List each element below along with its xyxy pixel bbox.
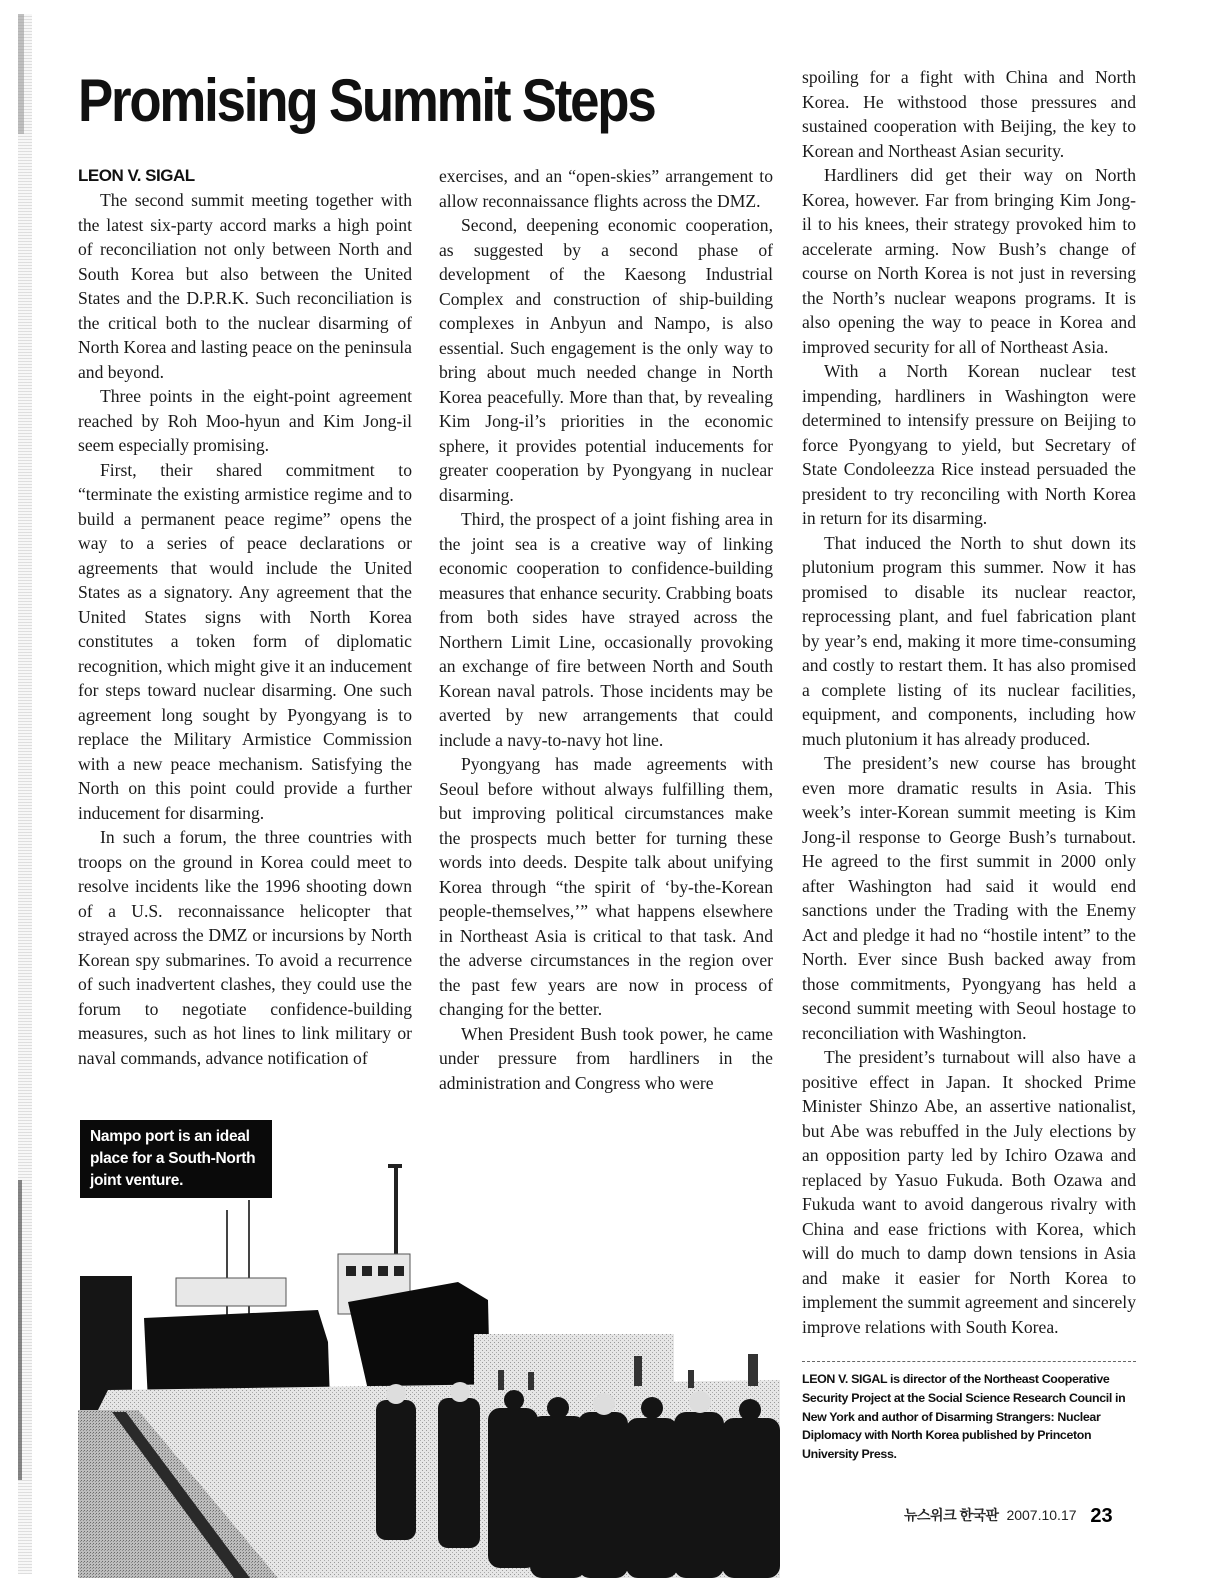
author-bio: LEON V. SIGAL is director of the Northeast Cooperative Security Project at the Social Science Research Council in New York and author of Disarming Strangers: Nuclear Diplomacy with North Korea published by Princeton University Press.	[802, 1372, 1126, 1462]
nampo-port-photo	[78, 1150, 780, 1578]
paragraph-continued: spoiling for a fight with China and North Korea. He withstood those pressures and sustained cooperation with Beijing, the key to Korean and Northeast Asian security.	[802, 67, 1136, 161]
paragraph: Three points in the eight-point agreement reached by Roh Moo-hyun and Kim Jong-il seem especially promising.	[78, 386, 412, 455]
page-footer	[904, 1505, 1113, 1528]
paragraph: When President Bush took power, he came under pressure from hardliners in the administration and Congress who were	[439, 1023, 773, 1093]
page-number: 23	[1090, 1505, 1113, 1527]
paragraph: The second summit meeting together with the latest six-party accord marks a high point of reconciliation not only between North and South Korea but also between the United States and the D.P.R.K. Such reconciliation is the critical both to the nuclear disarming of North Korea and lasting peace on the peninsula and beyond.	[78, 190, 412, 382]
paragraph: Pyongyang has made agreements with Seoul before without always fulfilling them, but improving political circumstances make the prospects much better for turning these words into deeds. Despite talk about unifying Korea through “the spirit of ‘by-the-Korean people-themselves,’” what happens elsewhere in Northeast Asia is critical to that task. And the adverse circumstances in the region over the past few years are now in process of changing for the better.	[439, 754, 773, 1019]
paragraph: With a North Korean nuclear test impending, hardliners in Washington were determined to intensify pressure on Beijing to force Pyongyang to yield, but Secretary of State Condoleezza Rice instead persuaded the president to try reconciling with North Korea in return for its disarming.	[802, 361, 1136, 528]
paragraph: First, their shared commitment to “terminate the existing armistice regime and to build a permanent peace regime” opens the way to a series of peace declarations or agreements that would include the United States as a signatory. Any agreement that the United States signs with North Korea constitutes a token form of diplomatic recognition, which might give it an inducement for steps toward nuclear disarming. One such agreement long sought by Pyongyang is to replace the Military Armistice Commission with a new peace mechanism. Satisfying the North on this point could provide a further inducement for disarming.	[78, 459, 412, 823]
column-2	[439, 164, 773, 1095]
column-3	[802, 65, 1136, 1339]
paragraph: In such a forum, the three countries with troops on the ground in Korea could meet to resolve incidents like the 1996 shooting down of a U.S. reconnaissance helicopter that strayed across the DMZ or incursions by North Korean spy submarines. To avoid a recurrence of such inadvertent clashes, they could use the forum to negotiate confidence-building measures, such as hot lines to link military or naval commands, advance notification of	[78, 827, 412, 1068]
scan-binding-shadow	[18, 14, 24, 134]
paragraph-continued: exercises, and an “open-skies” arrangement to allow reconnaissance flights across the DMZ.	[439, 166, 773, 211]
byline: LEON V. SIGAL	[78, 166, 195, 185]
publication-name: 뉴스위크 한국판	[904, 1507, 999, 1523]
paragraph: Hardliners did get their way on North Korea, however. Far from bringing Kim Jong-il to his knees, their strategy provoked him to accelerate arming. Now Bush’s change of course on North Korea is not just in reversing the North’s nuclear weapons programs. It is also opening the way to peace in Korea and improved security for all of Northeast Asia.	[802, 165, 1136, 357]
article-title: Promising Summit Steps	[78, 67, 655, 134]
photo-caption: Nampo port is an ideal place for a South-North joint venture.	[80, 1120, 272, 1198]
paragraph: Second, deepening economic cooperation, as suggested by a second phase of development of the Kaesong Industrial Complex and construction of ship-building complexes in Anbyun and Nampo, is also essential. Such engagement is the only way to bring about much needed change in North Korea peacefully. More than that, by revealing Kim Jong-il’s priorities in the economic sphere, it provides potential inducements for greater cooperation by Pyongyang in nuclear disarming.	[439, 215, 773, 505]
issue-date: 2007.10.17	[1006, 1507, 1077, 1523]
paragraph: Third, the prospect of a joint fishing area in the joint sea is a creative way of linking economic cooperation to confidence-building measures that enhance security. Crabbing boats from both sides have strayed across the Northern Limit Line, occasionally provoking an exchange of fire between North and South Korean naval patrols. Those incidents may be averted by new arrangements that could include a navy-to-navy hot line.	[439, 509, 773, 750]
bio-divider	[802, 1361, 1136, 1362]
column-1	[78, 188, 412, 1070]
paragraph: The president’s turnabout will also have a positive effect in Japan. It shocked Prime Minister Shinzo Abe, an assertive nationalist, but Abe was rebuffed in the July elections by an opposition party led by Ichiro Ozawa and replaced by Yasuo Fukuda. Both Ozawa and Fukuda want to avoid dangerous rivalry with China and ease frictions with Korea, which will do much to damp down tensions in Asia and make it easier for North Korea to implement the summit agreement and sincerely improve relations with South Korea.	[802, 1047, 1136, 1337]
paragraph: That induced the North to shut down its plutonium program this summer. Now it has promised to disable its nuclear reactor, reprocessing plant, and fuel fabrication plant by year’s end, making it more time-consuming and costly to restart them. It has also promised a complete listing of its nuclear facilities, equipment, and components, including how much plutonium it has already produced.	[802, 532, 1136, 749]
scan-binding-shadow	[18, 1180, 22, 1480]
paragraph: The president’s new course has brought even more dramatic results in Asia. This week’s inter-Korean summit meeting is Kim Jong-il response to George Bush’s turnabout. He agreed to the first summit in 2000 only after Washington had said it would end sanctions under the Trading with the Enemy Act and pledge it had no “hostile intent” to the North. Ever since Bush backed away from those commitments, Pyongyang has held a second summit meeting with Seoul hostage to reconciliation with Washington.	[802, 753, 1136, 1043]
